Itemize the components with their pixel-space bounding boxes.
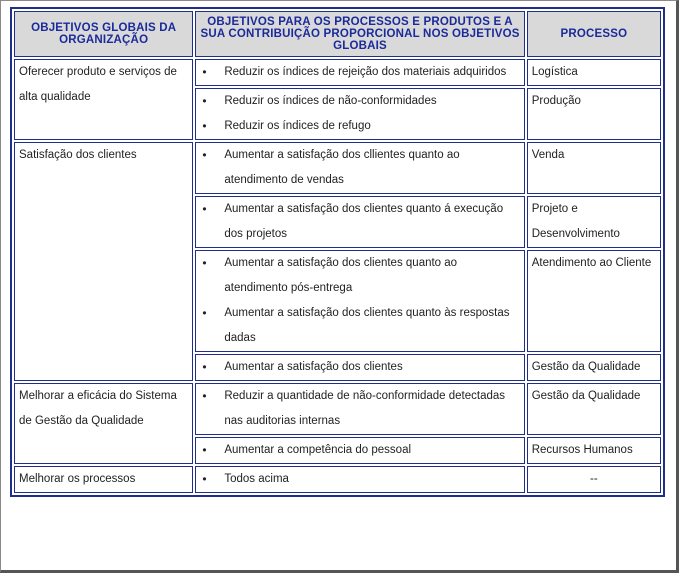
bullet-item: • Reduzir os índices de rejeição dos materiais adquiridos [200, 60, 519, 85]
bullet-item: • Reduzir os índices de não-conformidades [200, 89, 519, 114]
bullet-item: • Reduzir a quantidade de não-conformidade detectadas nas auditorias internas [200, 384, 519, 434]
bullet-item: • Reduzir os índices de refugo [200, 114, 519, 139]
bullet-item: • Aumentar a satisfação dos clientes quanto ao atendimento pós-entrega [200, 251, 519, 301]
objective-cell: Oferecer produto e serviços de alta qualidade [14, 59, 193, 140]
contribution-cell [195, 466, 524, 493]
process-cell: Gestão da Qualidade [527, 354, 661, 381]
process-cell: Recursos Humanos [527, 437, 661, 464]
contribution-cell [195, 88, 524, 140]
table-row [14, 142, 661, 194]
objectives-table [10, 7, 665, 497]
contribution-cell [195, 354, 524, 381]
contribution-cell [195, 250, 524, 352]
contribution-cell [195, 59, 524, 86]
header-process: PROCESSO [527, 11, 661, 57]
bullet-item: • Aumentar a competência do pessoal [200, 438, 519, 463]
bullet-item: • Todos acima [200, 467, 519, 492]
contribution-cell [195, 437, 524, 464]
contribution-cell [195, 196, 524, 248]
process-cell: Logística [527, 59, 661, 86]
objective-cell: Melhorar os processos [14, 466, 193, 493]
header-process-objectives: OBJETIVOS PARA OS PROCESSOS E PRODUTOS E A SUA CONTRIBUIÇÃO PROPORCIONAL NOS OBJETIVOS GLOBAIS [195, 11, 524, 57]
objective-cell: Melhorar a eficácia do Sistema de Gestão da Qualidade [14, 383, 193, 464]
bullet-item: • Aumentar a satisfação dos clientes [200, 355, 519, 380]
bullet-item: • Aumentar a satisfação dos cllientes quanto ao atendimento de vendas [200, 143, 519, 193]
contribution-cell [195, 383, 524, 435]
table-row [14, 59, 661, 86]
contribution-cell [195, 142, 524, 194]
process-cell: Venda [527, 142, 661, 194]
bullet-item: • Aumentar a satisfação dos clientes quanto á execução dos projetos [200, 197, 519, 247]
header-global-objectives: OBJETIVOS GLOBAIS DA ORGANIZAÇÃO [14, 11, 193, 57]
table-row [14, 466, 661, 493]
process-cell: Atendimento ao Cliente [527, 250, 661, 352]
objective-cell: Satisfação dos clientes [14, 142, 193, 381]
process-cell: Projeto e Desenvolvimento [527, 196, 661, 248]
process-cell: -- [527, 466, 661, 493]
table-header-row [14, 11, 661, 57]
table-row [14, 383, 661, 435]
bullet-item: • Aumentar a satisfação dos clientes quanto às respostas dadas [200, 301, 519, 351]
process-cell: Gestão da Qualidade [527, 383, 661, 435]
process-cell: Produção [527, 88, 661, 140]
